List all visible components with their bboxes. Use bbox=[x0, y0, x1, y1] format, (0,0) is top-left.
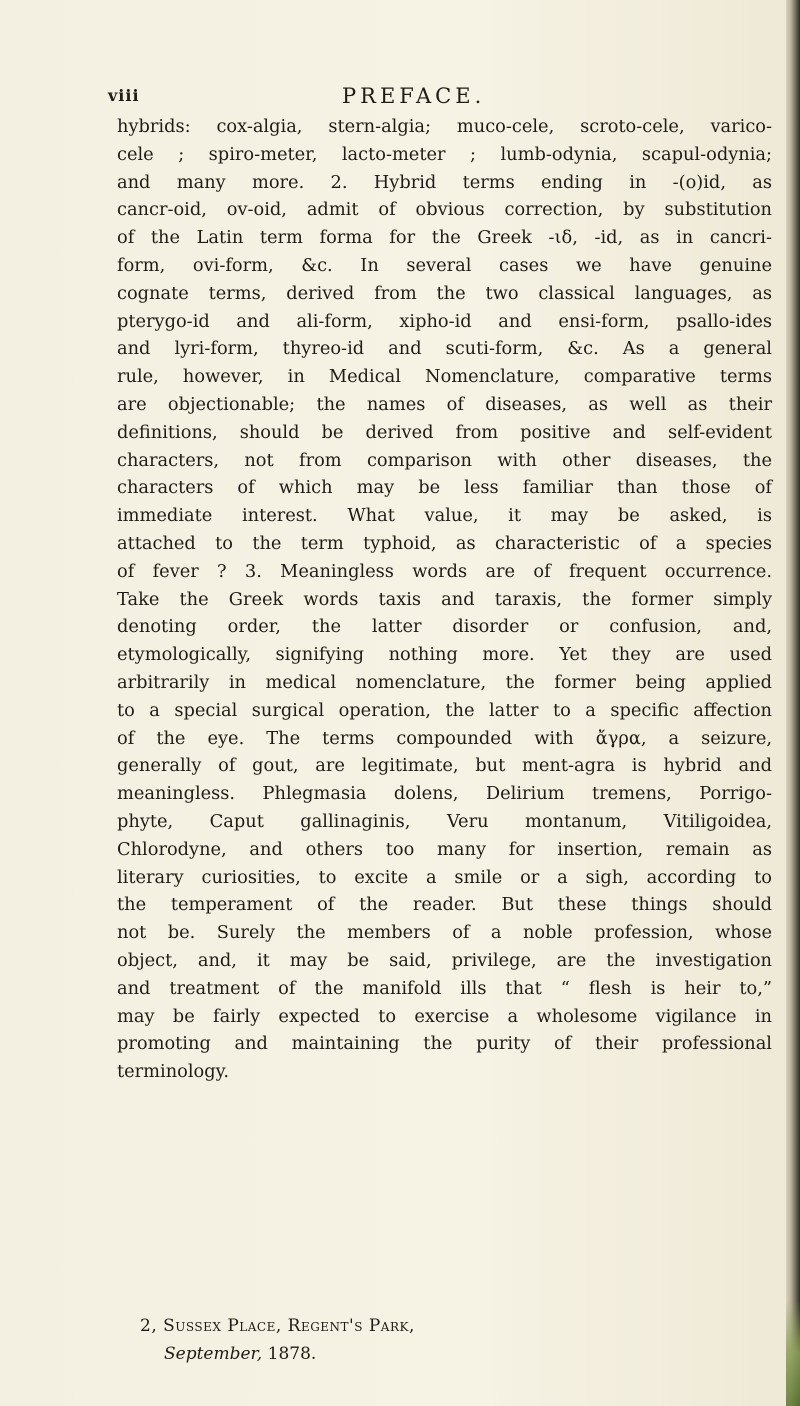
text-line: are objectionable; the names of diseases, as well as their bbox=[117, 393, 772, 415]
text-line: of the eye. The terms compounded with ἄγρα, a seizure, bbox=[117, 727, 772, 749]
text-line: form, ovi-form, &c. In several cases we have genuine bbox=[117, 254, 772, 276]
text-line: cele ; spiro-meter, lacto-meter ; lumb-odynia, scapul-odynia; bbox=[117, 143, 772, 165]
text-line: and many more. 2. Hybrid terms ending in -(o)id, as bbox=[117, 171, 772, 193]
text-line: pterygo-id and ali-form, xipho-id and ensi-form, psallo-ides bbox=[117, 310, 772, 332]
text-line: literary curiosities, to excite a smile or a sigh, according to bbox=[117, 866, 772, 888]
text-line: cancr-oid, ov-oid, admit of obvious correction, by substitution bbox=[117, 199, 772, 221]
preface-body bbox=[117, 113, 772, 1086]
text-line: characters, not from comparison with other diseases, the bbox=[117, 449, 772, 471]
text-line: arbitrarily in medical nomenclature, the former being applied bbox=[117, 671, 772, 693]
date-line bbox=[140, 1340, 740, 1368]
text-line: and lyri-form, thyreo-id and scuti-form, &c. As a general bbox=[117, 338, 772, 360]
page-header bbox=[0, 84, 786, 112]
text-line: the temperament of the reader. But these things should bbox=[117, 894, 772, 916]
text-line: characters of which may be less familiar than those of bbox=[117, 477, 772, 499]
text-line: phyte, Caput gallinaginis, Veru montanum, Vitiligoidea, bbox=[117, 810, 772, 832]
date-month: September, bbox=[164, 1344, 263, 1364]
text-line: of the Latin term forma for the Greek -ιδ, -id, as in cancri- bbox=[117, 227, 772, 249]
book-spine-edge bbox=[786, 0, 800, 1406]
text-line: Chlorodyne, and others too many for insertion, remain as bbox=[117, 838, 772, 860]
text-line: to a special surgical operation, the latter to a specific affection bbox=[117, 699, 772, 721]
date-year: 1878. bbox=[267, 1344, 317, 1364]
address-line: 2, Sussex Place, Regent's Park, bbox=[140, 1316, 415, 1336]
text-line: cognate terms, derived from the two classical languages, as bbox=[117, 282, 772, 304]
text-line: etymologically, signifying nothing more. Yet they are used bbox=[117, 644, 772, 666]
text-line: object, and, it may be said, privilege, are the investigation bbox=[117, 949, 772, 971]
text-line: hybrids: cox-algia, stern-algia; muco-cele, scroto-cele, varico- bbox=[117, 116, 772, 137]
text-line: not be. Surely the members of a noble profession, whose bbox=[117, 922, 772, 944]
text-line: generally of gout, are legitimate, but ment-agra is hybrid and bbox=[117, 755, 772, 777]
text-line: and treatment of the manifold ills that “ flesh is heir to,” bbox=[117, 977, 772, 999]
text-line: denoting order, the latter disorder or confusion, and, bbox=[117, 616, 772, 638]
text-line: terminology. bbox=[117, 1061, 229, 1083]
text-line: Take the Greek words taxis and taraxis, the former simply bbox=[117, 588, 772, 610]
text-line: meaningless. Phlegmasia dolens, Delirium tremens, Porrigo- bbox=[117, 783, 772, 805]
text-line: of fever ? 3. Meaningless words are of frequent occurrence. bbox=[117, 560, 772, 582]
text-line: definitions, should be derived from positive and self-evident bbox=[117, 421, 772, 443]
page-number: viii bbox=[108, 86, 140, 105]
text-line: attached to the term typhoid, as characteristic of a species bbox=[117, 532, 772, 554]
text-line: promoting and maintaining the purity of their professional bbox=[117, 1033, 772, 1055]
text-line: may be fairly expected to exercise a wholesome vigilance in bbox=[117, 1005, 772, 1027]
spine-stain bbox=[786, 1300, 800, 1406]
text-line: immediate interest. What value, it may be asked, is bbox=[117, 505, 772, 527]
running-title: PREFACE. bbox=[342, 84, 486, 108]
text-line: rule, however, in Medical Nomenclature, comparative terms bbox=[117, 366, 772, 388]
signature-block bbox=[140, 1312, 740, 1368]
